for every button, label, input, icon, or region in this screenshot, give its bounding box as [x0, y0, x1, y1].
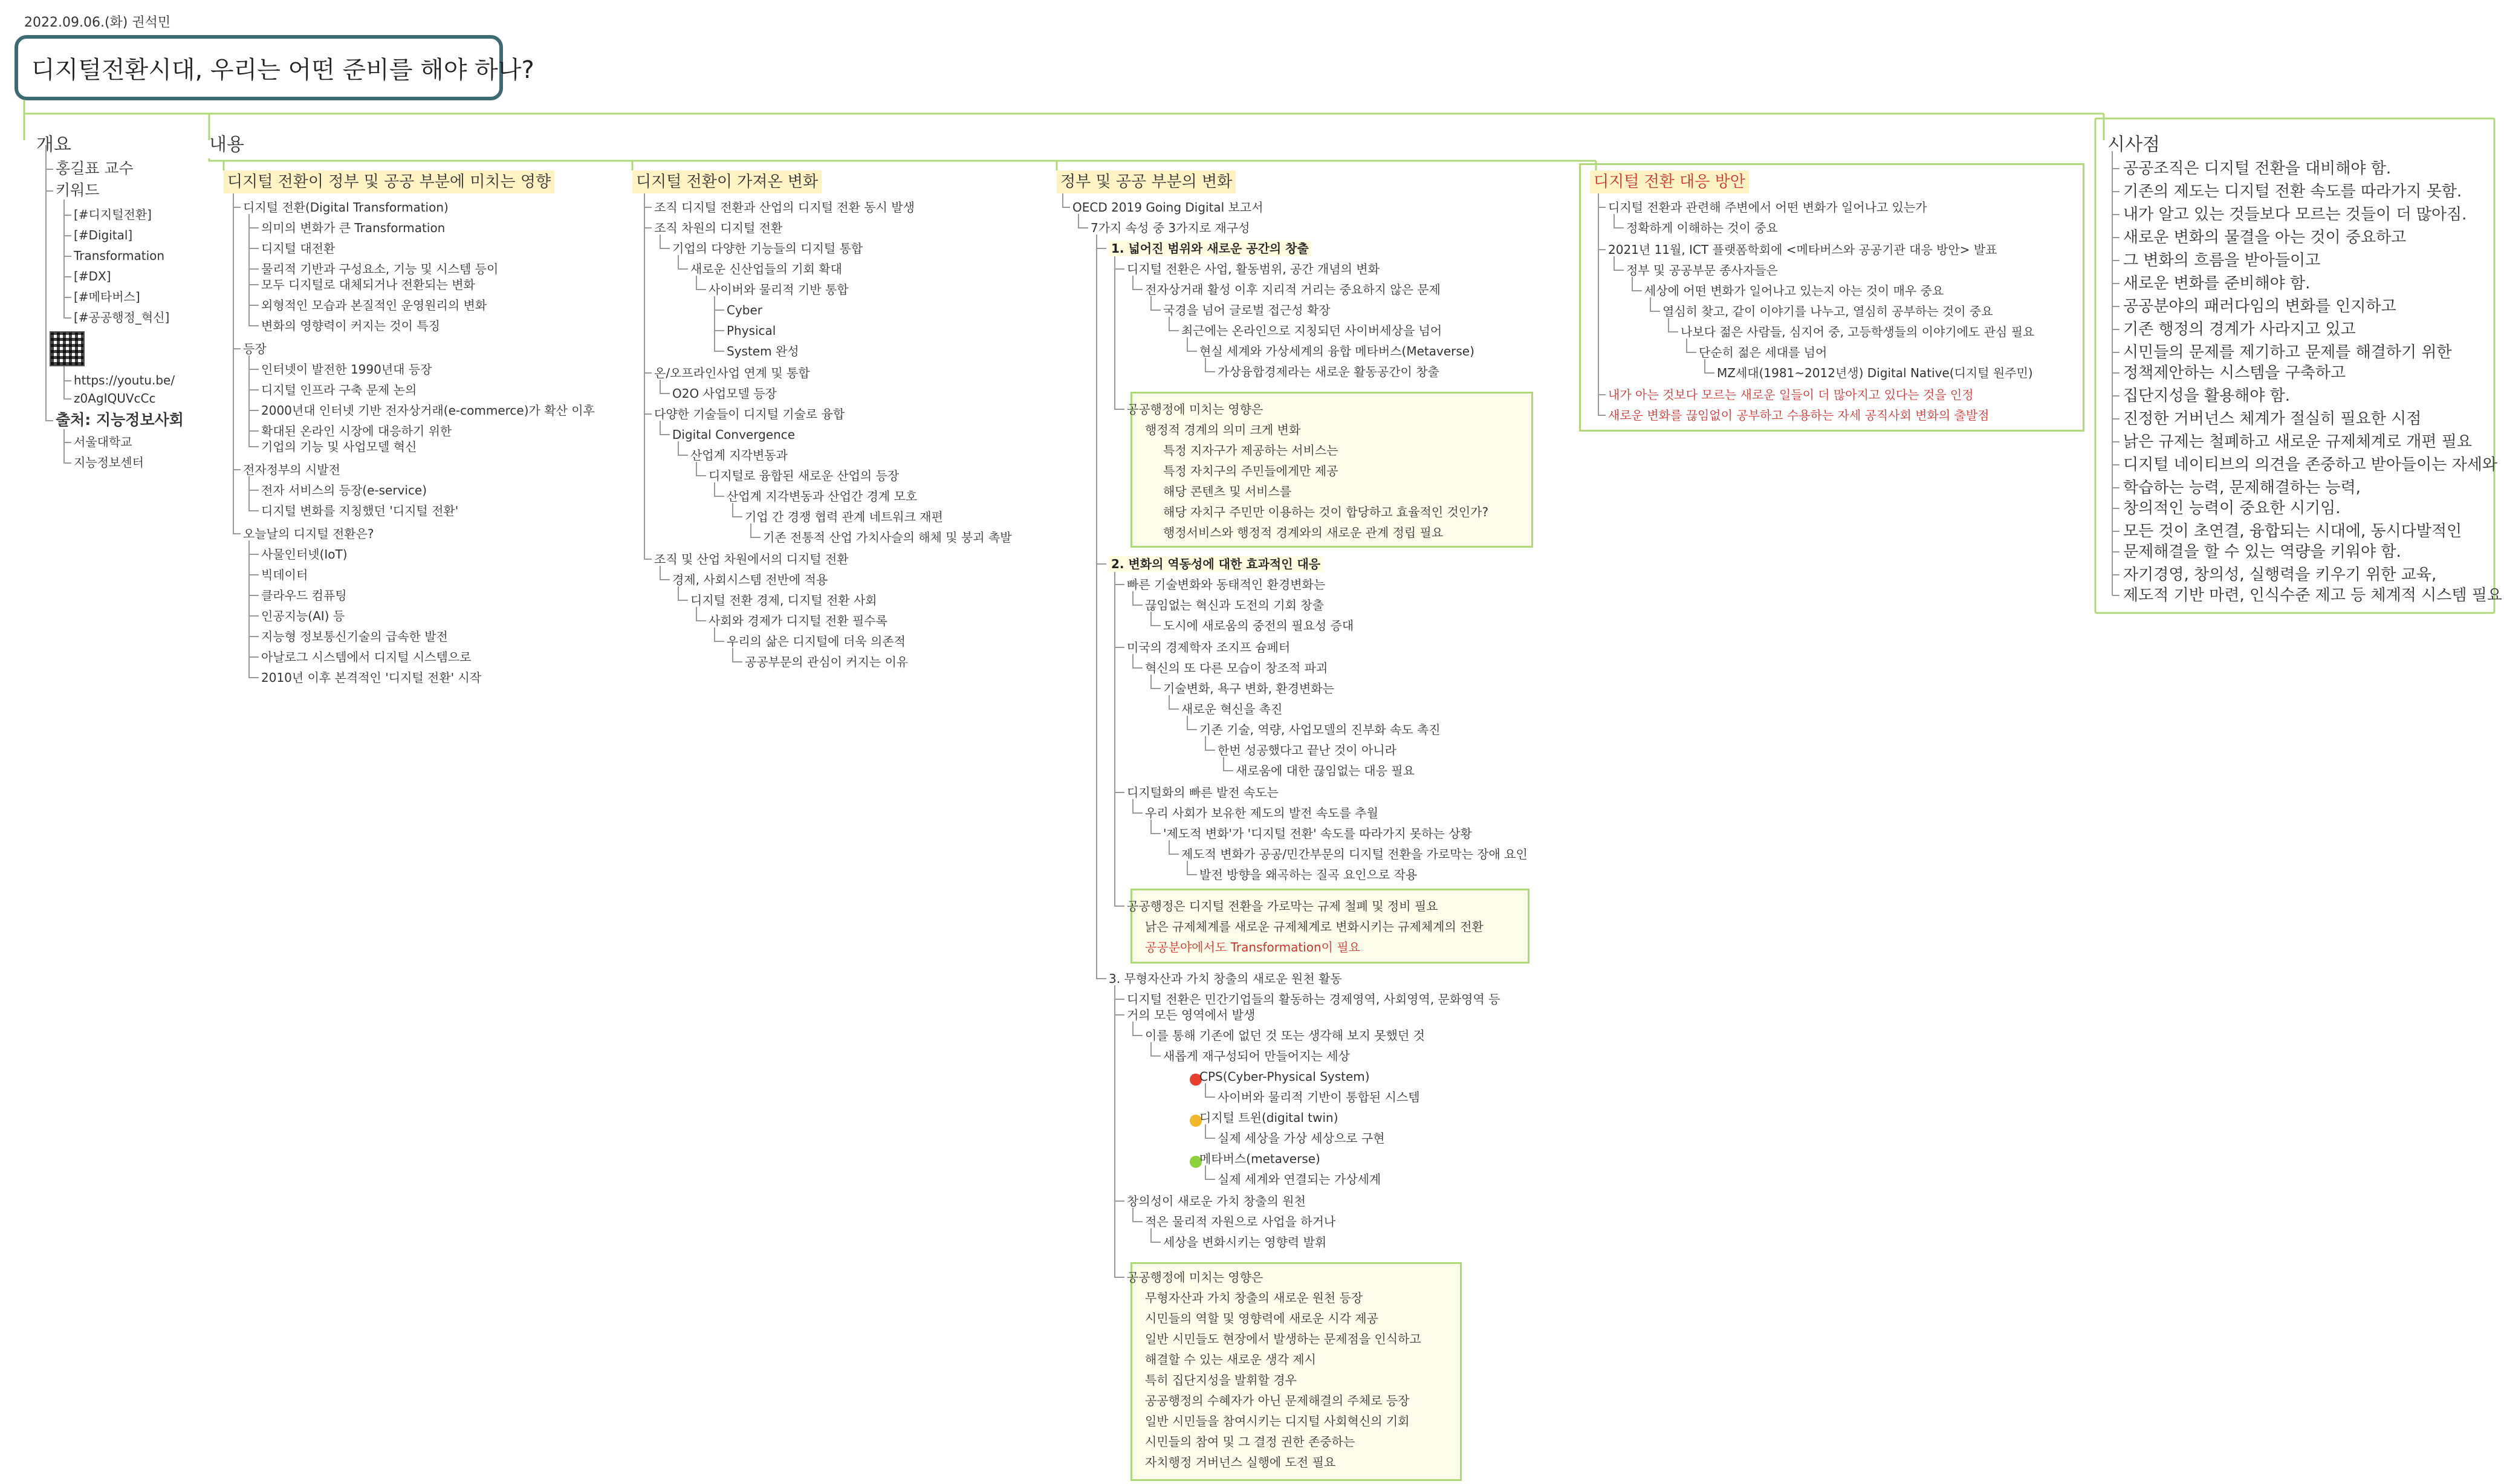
col4-heading[interactable]: 디지털 전환 대응 방안 — [1590, 170, 1749, 193]
col1-node[interactable]: 사물인터넷(IoT) — [261, 547, 348, 562]
source-label[interactable]: 출처: 지능정보사회 — [56, 411, 184, 429]
col1-node[interactable]: 모두 디지털로 대체되거나 전환되는 변화 — [261, 277, 475, 292]
col3-node[interactable]: 해결할 수 있는 새로운 생각 제시 — [1145, 1352, 1316, 1367]
col1-node[interactable]: 기업의 기능 및 사업모델 혁신 — [261, 439, 417, 454]
col3-node[interactable]: 특정 지자구가 제공하는 서비스는 — [1163, 443, 1338, 458]
keyword[interactable]: [#DX] — [74, 269, 111, 284]
date-author: 2022.09.06.(화) 권석민 — [24, 15, 171, 30]
col3-node[interactable]: OECD 2019 Going Digital 보고서 — [1072, 200, 1263, 215]
col3-node[interactable]: 전자상거래 활성 이후 지리적 거리는 중요하지 않은 문제 — [1145, 282, 1441, 297]
col3-heading[interactable]: 정부 및 공공 부분의 변화 — [1057, 170, 1236, 193]
col3-node[interactable]: 우리 사회가 보유한 제도의 발전 속도를 추월 — [1145, 806, 1378, 820]
col2-node[interactable]: 디지털로 융합된 새로운 산업의 등장 — [709, 468, 900, 483]
col1-node[interactable]: 클라우드 컴퓨팅 — [261, 588, 347, 603]
col3-node[interactable]: 특히 집단지성을 발휘할 경우 — [1145, 1373, 1297, 1387]
col3-node[interactable]: 한번 성공했다고 끝난 것이 아니라 — [1218, 743, 1396, 757]
col3-node[interactable]: 7가지 속성 중 3가지로 재구성 — [1091, 221, 1250, 235]
section-content[interactable]: 내용 — [209, 134, 244, 155]
col3-node[interactable]: 빠른 기술변화와 동태적인 환경변화는 — [1127, 577, 1326, 592]
col1-node[interactable]: 빅데이터 — [261, 568, 308, 582]
col1-node[interactable]: 디지털 전환(Digital Transformation) — [243, 200, 449, 215]
col3-node[interactable]: 낡은 규제체계를 새로운 규제체계로 변화시키는 규제체계의 전환 — [1145, 919, 1484, 934]
implication-item[interactable]: 기존의 제도는 디지털 전환 속도를 따라가지 못함. — [2123, 183, 2462, 201]
implication-item[interactable]: 기존 행정의 경계가 사라지고 있고 — [2123, 320, 2356, 339]
col3-node[interactable]: 공공행정의 수혜자가 아닌 문제해결의 주체로 등장 — [1145, 1393, 1410, 1408]
col3-node[interactable]: 실제 세상을 가상 세상으로 구현 — [1218, 1131, 1385, 1145]
col3-node[interactable]: 디지털 트윈(digital twin) — [1199, 1110, 1338, 1125]
col3-node[interactable]: 새로움에 대한 끊임없는 대응 필요 — [1236, 763, 1415, 778]
section-overview[interactable]: 개요 — [36, 134, 71, 155]
implication-item[interactable]: 새로운 변화의 물결을 아는 것이 중요하고 — [2123, 228, 2407, 247]
implication-item[interactable]: 모든 것이 초연결, 융합되는 시대에, 동시다발적인 — [2123, 522, 2462, 540]
col2-node[interactable]: 경제, 사회시스템 전반에 적용 — [672, 572, 828, 587]
implication-item[interactable]: 낡은 규제는 철폐하고 새로운 규제체계로 개편 필요 — [2123, 433, 2473, 451]
col4-node[interactable]: MZ세대(1981~2012년생) Digital Native(디지털 원주민) — [1717, 366, 2033, 380]
col3-node[interactable]: 디지털 전환은 민간기업들의 활동하는 경제영역, 사회영역, 문화영역 등 — [1127, 992, 1500, 1006]
col3-node[interactable]: 국경을 넘어 글로벌 접근성 확장 — [1163, 303, 1331, 317]
implication-item[interactable]: 문제해결을 할 수 있는 역량을 키워야 함. — [2123, 543, 2401, 561]
col3-node[interactable]: 혁신의 또 다른 모습이 창조적 파괴 — [1145, 661, 1328, 675]
col3-node[interactable]: 미국의 경제학자 조지프 슘페터 — [1127, 640, 1291, 655]
implication-item[interactable]: 새로운 변화를 준비해야 함. — [2123, 274, 2311, 293]
col1-heading[interactable]: 디지털 전환이 정부 및 공공 부분에 미치는 영향 — [224, 170, 554, 193]
col3-node[interactable]: 거의 모든 영역에서 발생 — [1127, 1008, 1256, 1022]
col1-node[interactable]: 확대된 온라인 시장에 대응하기 위한 — [261, 424, 452, 438]
col1-node[interactable]: 의미의 변화가 큰 Transformation — [261, 221, 446, 235]
col4-node[interactable]: 내가 아는 것보다 모르는 새로운 일들이 더 많아지고 있다는 것을 인정 — [1608, 387, 1974, 402]
col3-node[interactable]: 시민들의 참여 및 그 결정 권한 존중하는 — [1145, 1434, 1355, 1449]
implication-item[interactable]: 시민들의 문제를 제기하고 문제를 해결하기 위한 — [2123, 343, 2452, 361]
col1-node[interactable]: 지능형 정보통신기술의 급속한 발전 — [261, 629, 448, 644]
implication-item[interactable]: 집단지성을 활용해야 함. — [2123, 387, 2290, 405]
col1-node[interactable]: 2010년 이후 본격적인 '디지털 전환' 시작 — [261, 670, 482, 685]
col2-node[interactable]: 디지털 전환 경제, 디지털 전환 사회 — [690, 593, 877, 608]
col4-node[interactable]: 단순히 젊은 세대를 넘어 — [1699, 345, 1828, 360]
col3-node[interactable]: 새로운 혁신을 촉진 — [1181, 702, 1283, 716]
col3-node[interactable]: 행정적 경계의 의미 크게 변화 — [1145, 423, 1301, 437]
col4-node[interactable]: 정확하게 이해하는 것이 중요 — [1626, 221, 1778, 235]
col1-node[interactable]: 오늘날의 디지털 전환은? — [243, 527, 374, 541]
col2-node[interactable]: 다양한 기술들이 디지털 기술로 융합 — [654, 407, 845, 421]
col2-node[interactable]: System 완성 — [727, 344, 799, 358]
source-item[interactable]: 서울대학교 — [74, 435, 132, 449]
col4-node[interactable]: 디지털 전환과 관련해 주변에서 어떤 변화가 일어나고 있는가 — [1608, 200, 1927, 215]
col2-node[interactable]: Digital Convergence — [672, 427, 796, 442]
col1-node[interactable]: 디지털 변화를 지칭했던 '디지털 전환' — [261, 504, 459, 518]
col2-node[interactable]: 조직 및 산업 차원에서의 디지털 전환 — [654, 552, 849, 566]
col3-node[interactable]: 무형자산과 가치 창출의 새로운 원천 등장 — [1145, 1291, 1363, 1305]
col2-node[interactable]: 온/오프라인사업 연계 및 통합 — [654, 366, 810, 380]
col3-node[interactable]: 기존 기술, 역량, 사업모델의 진부화 속도 촉진 — [1199, 722, 1441, 737]
implication-item[interactable]: 디지털 네이티브의 의견을 존중하고 받아들이는 자세와 — [2123, 456, 2497, 474]
implication-item[interactable]: 그 변화의 흐름을 받아들이고 — [2123, 251, 2321, 270]
keyword[interactable]: [#디지털전환] — [74, 207, 152, 222]
col3-node[interactable]: 실제 세계와 연결되는 가상세계 — [1218, 1172, 1381, 1187]
page-title: 디지털전환시대, 우리는 어떤 준비를 해야 하나? — [31, 56, 534, 84]
speaker[interactable]: 홍길표 교수 — [56, 160, 134, 177]
col4-node[interactable]: 2021년 11월, ICT 플랫폼학회에 <메타버스와 공공기관 대응 방안> 발표 — [1608, 242, 1997, 257]
col1-node[interactable]: 전자정부의 시발전 — [243, 462, 340, 477]
qr-code-icon[interactable] — [50, 331, 85, 366]
col2-node[interactable]: 기업 간 경쟁 협력 관계 네트워크 재편 — [745, 510, 943, 524]
col3-node[interactable]: 최근에는 온라인으로 지칭되던 사이버세상을 넘어 — [1181, 323, 1442, 338]
col3-node[interactable]: 자치행정 거버넌스 실행에 도전 필요 — [1145, 1455, 1336, 1469]
col1-node[interactable]: 디지털 대전환 — [261, 241, 336, 256]
col3-node[interactable]: 발전 방향을 왜곡하는 질곡 요인으로 작용 — [1199, 867, 1418, 882]
col4-node[interactable]: 정부 및 공공부문 종사자들은 — [1626, 263, 1778, 277]
central-topic[interactable] — [15, 35, 534, 100]
col3-node[interactable]: 공공분야에서도 Transformation이 필요 — [1145, 940, 1360, 954]
implication-item[interactable]: 제도적 기반 마련, 인식수준 제고 등 체계적 시스템 필요 — [2123, 586, 2502, 604]
col2-node[interactable]: 사이버와 물리적 기반 통합 — [709, 282, 849, 297]
keywords-label[interactable]: 키워드 — [56, 181, 100, 199]
col3-node[interactable]: 공공행정은 디지털 전환을 가로막는 규제 철폐 및 정비 필요 — [1127, 899, 1438, 913]
col2-heading[interactable]: 디지털 전환이 가져온 변화 — [632, 170, 822, 193]
col1-node[interactable]: 인공지능(AI) 등 — [261, 609, 345, 623]
col1-node[interactable]: 변화의 영향력이 커지는 것이 특징 — [261, 319, 440, 333]
col3-node[interactable]: 2. 변화의 역동성에 대한 효과적인 대응 — [1109, 556, 1323, 572]
col2-node[interactable]: 조직 디지털 전환과 산업의 디지털 전환 동시 발생 — [654, 200, 915, 215]
keyword[interactable]: [#Digital] — [74, 228, 133, 242]
col3-node[interactable]: 가상융합경제라는 새로운 활동공간이 창출 — [1218, 365, 1439, 379]
section-implications[interactable]: 시사점 — [2107, 134, 2160, 155]
col3-node[interactable]: 세상을 변화시키는 영향력 발휘 — [1163, 1235, 1327, 1249]
col3-node[interactable]: 디지털화의 빠른 발전 속도는 — [1127, 785, 1279, 800]
col2-node[interactable]: Cyber — [727, 303, 763, 317]
col2-node[interactable]: 기업의 다양한 기능들의 디지털 통합 — [672, 241, 863, 256]
col3-node[interactable]: 기술변화, 욕구 변화, 환경변화는 — [1163, 681, 1334, 696]
col3-node[interactable]: 해당 자치구 주민만 이용하는 것이 합당하고 효율적인 것인가? — [1163, 505, 1489, 519]
col1-node[interactable]: 물리적 기반과 구성요소, 기능 및 시스템 등이 — [261, 262, 499, 276]
col3-node[interactable]: CPS(Cyber-Physical System) — [1199, 1069, 1370, 1084]
video-link[interactable]: https://youtu.be/ — [74, 373, 175, 387]
col3-node[interactable]: 공공행정에 미치는 영향은 — [1127, 402, 1263, 416]
col2-node[interactable]: 공공부문의 관심이 커지는 이유 — [745, 655, 909, 669]
col2-node[interactable]: 조직 차원의 디지털 전환 — [654, 221, 783, 235]
keyword[interactable]: [#공공행정_혁신] — [74, 310, 170, 325]
col3-node[interactable]: 끊임없는 혁신과 도전의 기회 창출 — [1145, 598, 1324, 612]
col3-node[interactable]: 제도적 변화가 공공/민간부문의 디지털 전환을 가로막는 장애 요인 — [1181, 847, 1528, 861]
col3-node[interactable]: 일반 시민들도 현장에서 발생하는 문제점을 인식하고 — [1145, 1332, 1421, 1346]
col1-node[interactable]: 아날로그 시스템에서 디지털 시스템으로 — [261, 650, 472, 664]
implication-item[interactable]: 진정한 거버넌스 체계가 절실히 필요한 시점 — [2123, 410, 2422, 428]
video-link-id[interactable]: z0AgIQUVcCc — [74, 391, 156, 406]
col2-node[interactable]: Physical — [727, 323, 776, 338]
col4-node[interactable]: 새로운 변화를 끊임없이 공부하고 수용하는 자세 공직사회 변화의 출발점 — [1608, 408, 1990, 423]
col2-node[interactable]: O2O 사업모델 등장 — [672, 386, 777, 401]
col3-node[interactable]: 행정서비스와 행정적 경계와의 새로운 관계 정립 필요 — [1163, 525, 1444, 540]
col4-node[interactable]: 세상에 어떤 변화가 일어나고 있는지 아는 것이 매우 중요 — [1644, 284, 1944, 298]
col3-node[interactable]: 3. 무형자산과 가치 창출의 새로운 원천 활동 — [1109, 971, 1342, 986]
col1-node[interactable]: 2000년대 인터넷 기반 전자상거래(e-commerce)가 확산 이후 — [261, 403, 595, 418]
col2-node[interactable]: 우리의 삶은 디지털에 더욱 의존적 — [727, 634, 906, 649]
col2-node[interactable]: 사회와 경제가 디지털 전환 필수록 — [709, 614, 887, 628]
col3-node[interactable]: 공공행정에 미치는 영향은 — [1127, 1270, 1263, 1285]
col1-node[interactable]: 인터넷이 발전한 1990년대 등장 — [261, 362, 432, 377]
source-item[interactable]: 지능정보센터 — [74, 455, 144, 470]
col2-node[interactable]: 산업계 지각변동과 산업간 경계 모호 — [727, 489, 918, 504]
col3-node[interactable]: 창의성이 새로운 가치 창출의 원천 — [1127, 1194, 1306, 1208]
col3-node[interactable]: 메타버스(metaverse) — [1199, 1152, 1320, 1166]
implication-item[interactable]: 정책제안하는 시스템을 구축하고 — [2123, 364, 2346, 382]
col3-node[interactable]: 적은 물리적 자원으로 사업을 하거나 — [1145, 1214, 1336, 1229]
col3-node[interactable]: 도시에 새로움의 중전의 필요성 증대 — [1163, 618, 1354, 633]
implication-item[interactable]: 공공분야의 패러다임의 변화를 인지하고 — [2123, 297, 2396, 316]
col2-node[interactable]: 산업계 지각변동과 — [690, 448, 788, 462]
col3-node[interactable]: 해당 콘텐츠 및 서비스를 — [1163, 484, 1292, 499]
col1-node[interactable]: 디지털 인프라 구축 문제 논의 — [261, 383, 417, 397]
implication-item[interactable]: 자기경영, 창의성, 실행력을 키우기 위한 교육, — [2123, 566, 2437, 584]
col3-node[interactable]: '제도적 변화'가 '디지털 전환' 속도를 따라가지 못하는 상황 — [1163, 826, 1472, 841]
implication-item[interactable]: 창의적인 능력이 중요한 시기임. — [2123, 499, 2341, 517]
col3-node[interactable]: 1. 넓어진 범위와 새로운 공간의 창출 — [1109, 241, 1311, 256]
col4-node[interactable]: 나보다 젊은 사람들, 심지어 중, 고등학생들의 이야기에도 관심 필요 — [1681, 325, 2035, 339]
col1-node[interactable]: 등장 — [243, 342, 267, 356]
implication-item[interactable]: 학습하는 능력, 문제해결하는 능력, — [2123, 479, 2361, 497]
col3-node[interactable]: 디지털 전환은 사업, 활동범위, 공간 개념의 변화 — [1127, 262, 1380, 276]
keyword[interactable]: [#메타버스] — [74, 290, 140, 304]
keyword[interactable]: Transformation — [74, 248, 165, 263]
col1-node[interactable]: 외형적인 모습과 본질적인 운영원리의 변화 — [261, 298, 487, 313]
implication-item[interactable]: 공공조직은 디지털 전환을 대비해야 함. — [2123, 160, 2392, 178]
col4-node[interactable]: 열심히 찾고, 같이 이야기를 나누고, 열심히 공부하는 것이 중요 — [1662, 304, 1993, 319]
col2-node[interactable]: 기존 전통적 산업 가치사슬의 해체 및 붕괴 촉발 — [763, 530, 1012, 545]
col3-node[interactable]: 현실 세계와 가상세계의 융합 메타버스(Metaverse) — [1199, 344, 1474, 358]
col3-node[interactable]: 새롭게 재구성되어 만들어지는 세상 — [1163, 1049, 1350, 1063]
col1-node[interactable]: 전자 서비스의 등장(e-service) — [261, 483, 427, 497]
implication-item[interactable]: 내가 알고 있는 것들보다 모르는 것들이 더 많아짐. — [2123, 206, 2467, 224]
col2-node[interactable]: 새로운 신산업들의 기회 확대 — [690, 262, 842, 276]
col3-node[interactable]: 사이버와 물리적 기반이 통합된 시스템 — [1218, 1090, 1420, 1104]
col3-node[interactable]: 이를 통해 기존에 없던 것 또는 생각해 보지 못했던 것 — [1145, 1028, 1425, 1043]
col3-node[interactable]: 일반 시민들을 참여시키는 디지털 사회혁신의 기회 — [1145, 1414, 1410, 1428]
col3-node[interactable]: 특정 자치구의 주민들에게만 제공 — [1163, 464, 1338, 478]
col3-node[interactable]: 시민들의 역할 및 영향력에 새로운 시각 제공 — [1145, 1311, 1378, 1326]
